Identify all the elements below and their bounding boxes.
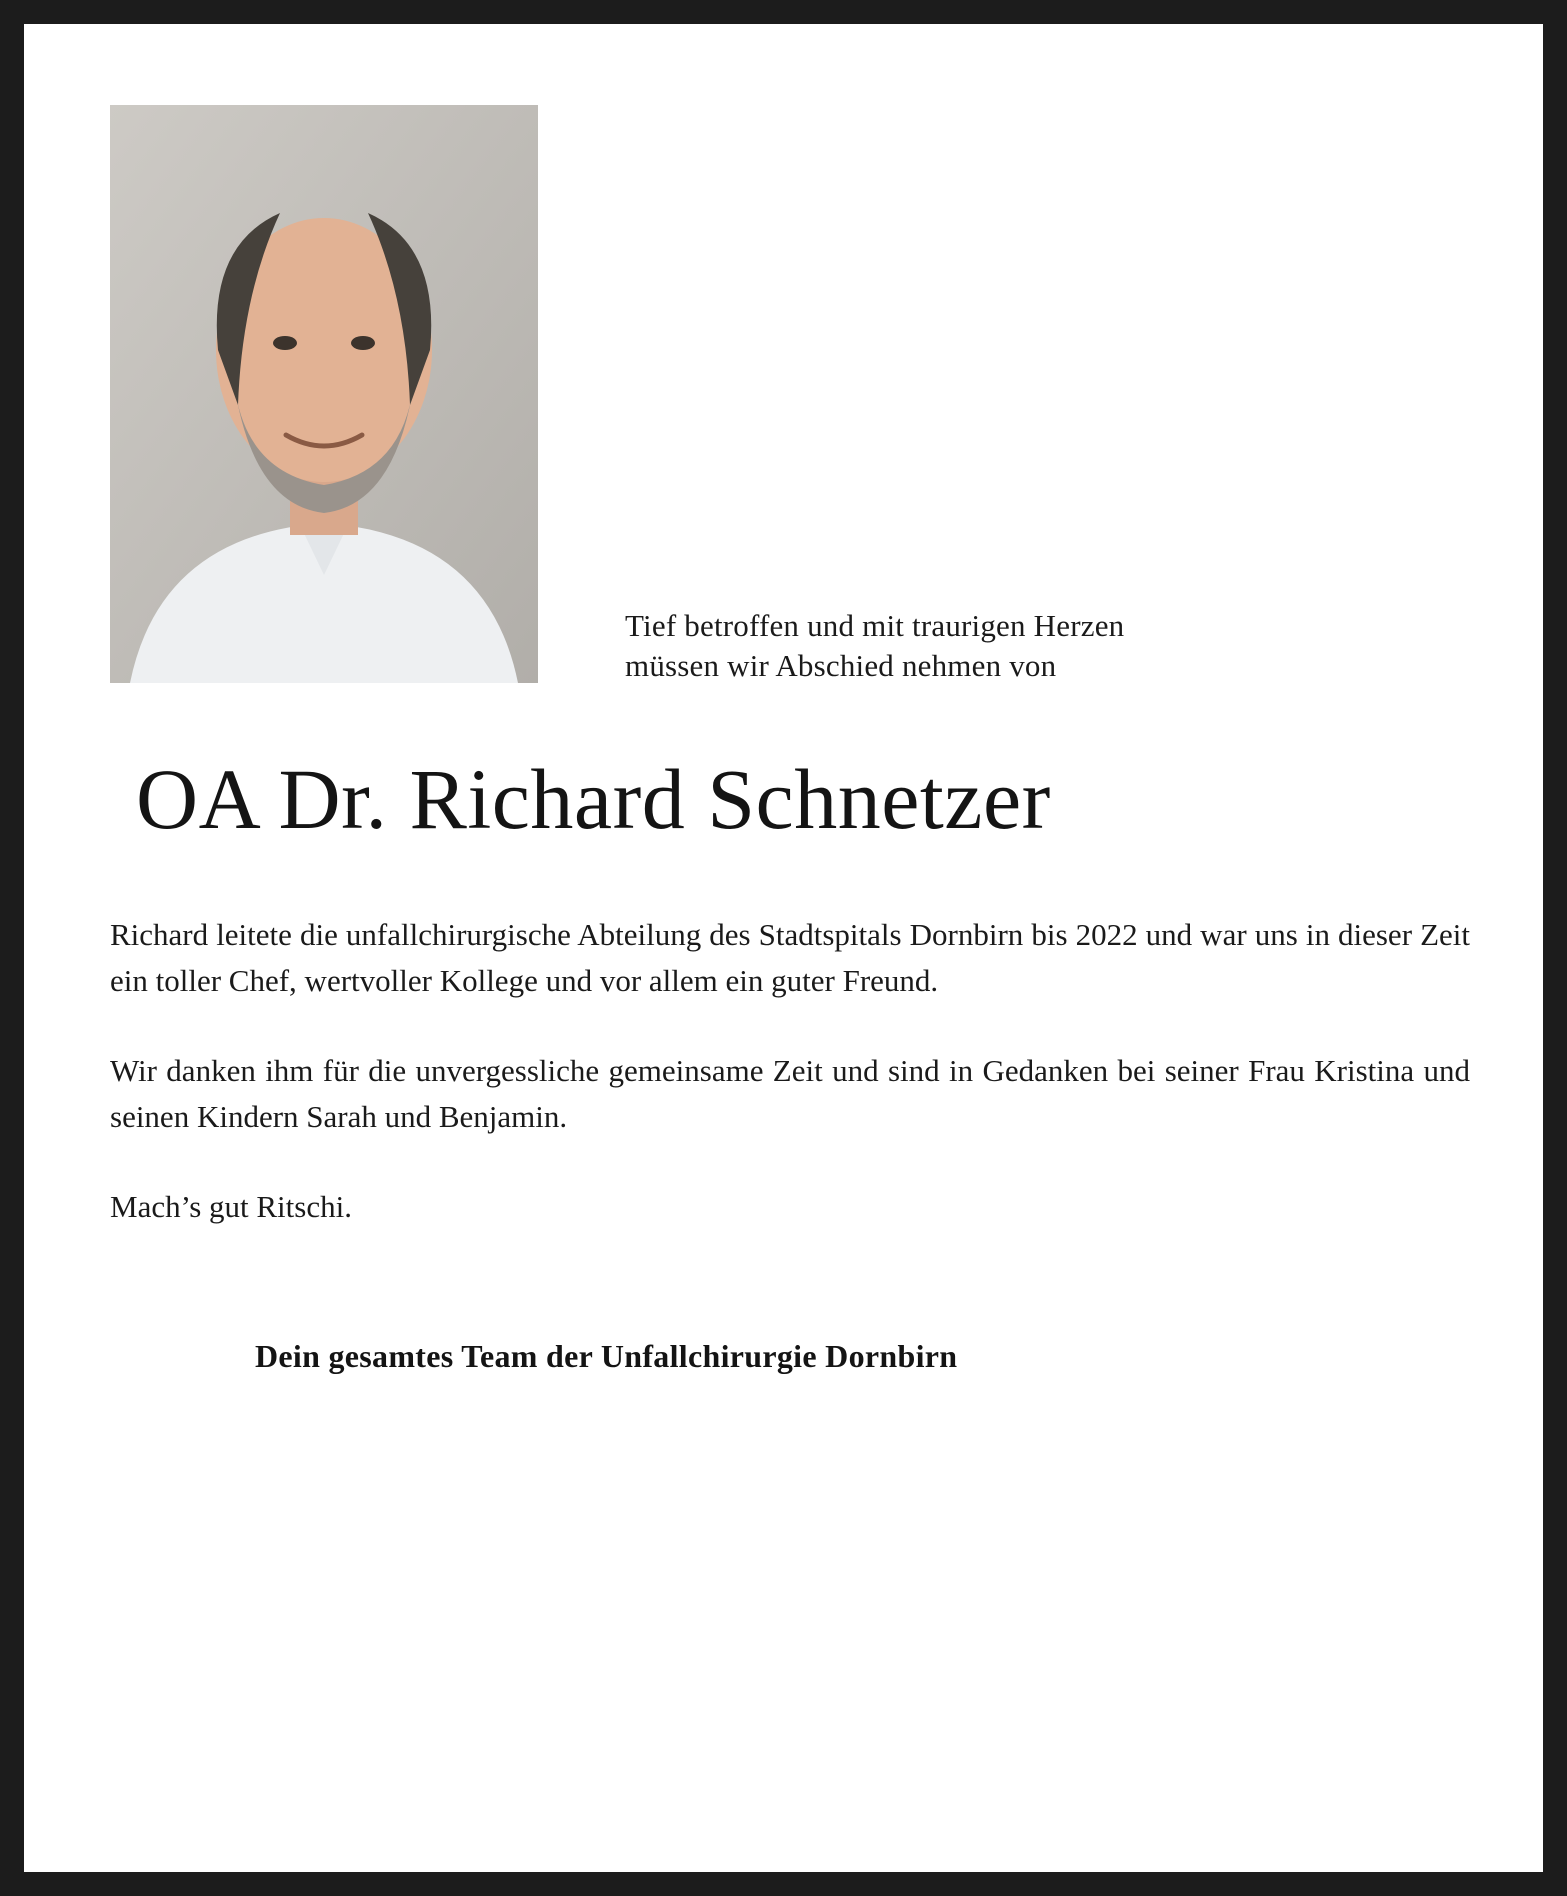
- intro-line-2: müssen wir Abschied nehmen von: [625, 648, 1057, 684]
- portrait-photo: [110, 105, 538, 683]
- deceased-name: OA Dr. Richard Schnetzer: [136, 751, 1051, 847]
- farewell-line: Mach’s gut Ritschi.: [110, 1188, 352, 1224]
- obituary-body: [110, 912, 1470, 1229]
- intro-line-1: Tief betroffen und mit traurigen Herzen: [625, 608, 1125, 643]
- signature-line: Dein gesamtes Team der Unfallchirurgie Dornbirn: [255, 1338, 958, 1374]
- intro-text: [625, 606, 1325, 687]
- person-silhouette: [110, 105, 538, 683]
- body-paragraph-2: Wir danken ihm für die unvergessliche gemeinsame Zeit und sind in Gedanken bei seiner Frau Kristina und seinen Kindern Sarah und Benjamin.: [110, 1052, 1470, 1134]
- body-paragraph-1: Richard leitete die unfallchirurgische Abteilung des Stadtspitals Dornbirn bis 2022 und war uns in dieser Zeit ein toller Chef, wertvoller Kollege und vor allem ein guter Freund.: [110, 917, 1470, 998]
